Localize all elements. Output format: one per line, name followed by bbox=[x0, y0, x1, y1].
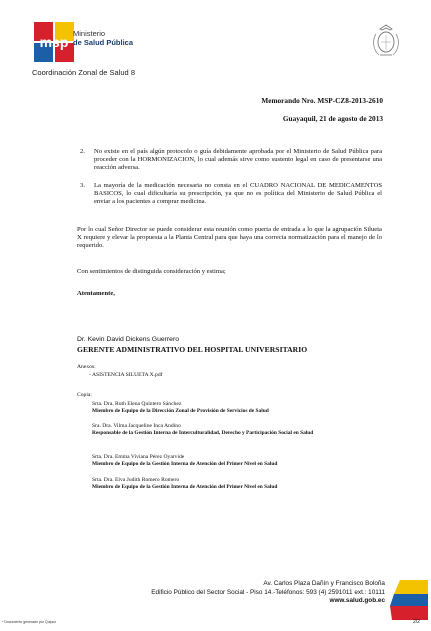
copy-name: Srta. Dra. Ruth Elena Quintero Sánchez bbox=[92, 401, 182, 407]
item-text: No existe en el país algún protocolo o guía debidamente aprobada por el Ministerio de Salud Pública para proceder con la HORMONIZACION, lo cual además sirve como sustento legal en caso de presentarse una reacción adversa. bbox=[94, 148, 382, 171]
svg-text:msp: msp bbox=[39, 34, 69, 50]
zone-name: Coordinación Zonal de Salud 8 bbox=[32, 68, 135, 77]
annexes-label: Anexos: bbox=[77, 364, 96, 370]
signer-name: Dr. Kevin David Dickens Guerrero bbox=[77, 336, 179, 343]
footer-address bbox=[151, 580, 385, 606]
ministry-name bbox=[73, 30, 133, 47]
memo-date: Guayaquil, 21 de agosto de 2013 bbox=[282, 114, 383, 123]
item-number: 2. bbox=[80, 148, 85, 155]
copy-name: Srta. Dra. Emma Viviana Pérez Oyarvide bbox=[92, 454, 185, 460]
copy-role: Miembro de Equipo de la Dirección Zonal de Provisión de Servicios de Salud bbox=[92, 408, 269, 414]
page-number: 2/2 bbox=[413, 619, 420, 625]
copy-role: Miembro de Equipo de la Gestión Interna de Atención del Primer Nivel en Salud bbox=[92, 461, 278, 467]
item-number: 3. bbox=[80, 182, 85, 189]
signer-title: GERENTE ADMINISTRATIVO DEL HOSPITAL UNIVERSITARIO bbox=[77, 345, 308, 354]
item-text: La mayoría de la medicación necesaria no consta en el CUADRO NACIONAL DE MEDICAMENTOS BASICOS, lo cual dificultaría su prescripción, ya que no es política del Ministerio de Salud Pública el enviar a los pacientes a comprar medicina. bbox=[94, 182, 382, 205]
closing-line: Con sentimientos de distinguida consideración y estima; bbox=[77, 268, 226, 275]
regards-line: Atentamente, bbox=[77, 290, 115, 297]
flag-stripes-icon bbox=[390, 580, 428, 620]
copies-label: Copia: bbox=[77, 392, 92, 398]
body-paragraph: Por lo cual Señor Director se puede considerar esta reunión como puerta de entrada a lo que la agrupación Silueta X requiere y elevar la propuesta a la Planta Central para que haya una correcta normatización para el manejo de lo requerido. bbox=[77, 226, 382, 249]
copy-name: Srta. Dra. Elva Judith Romero Romero bbox=[92, 477, 180, 483]
ministry-line2: de Salud Pública bbox=[73, 37, 134, 47]
copy-role: Responsable de la Gestión Interna de Interculturalidad, Derecho y Participación Social en Salud bbox=[92, 430, 314, 436]
copy-role: Miembro de Equipo de la Gestión Interna de Atención del Primer Nivel en Salud bbox=[92, 484, 278, 490]
coat-of-arms-icon bbox=[370, 22, 402, 60]
footer-website: www.salud.gob.ec bbox=[329, 597, 385, 605]
copy-name: Sra. Dra. Vilma Jacqueline Inca Andino bbox=[92, 423, 181, 429]
footer-line2: Edificio Público del Sector Social - Piso 14.-Teléfonos: 593 (4) 2591011 ext.: 10111 bbox=[151, 588, 385, 596]
generated-note: * Documento generado por Quipux bbox=[2, 620, 57, 624]
footer-line1: Av. Carlos Plaza Dañín y Francisco Boloña bbox=[263, 580, 385, 587]
annex-item: - ASISTENCIA SILUETA X.pdf bbox=[89, 372, 163, 378]
memo-number: Memorando Nro. MSP-CZ8-2013-2610 bbox=[261, 96, 383, 105]
ministry-line1: Ministerio bbox=[73, 29, 106, 38]
ministry-logo bbox=[34, 22, 74, 62]
